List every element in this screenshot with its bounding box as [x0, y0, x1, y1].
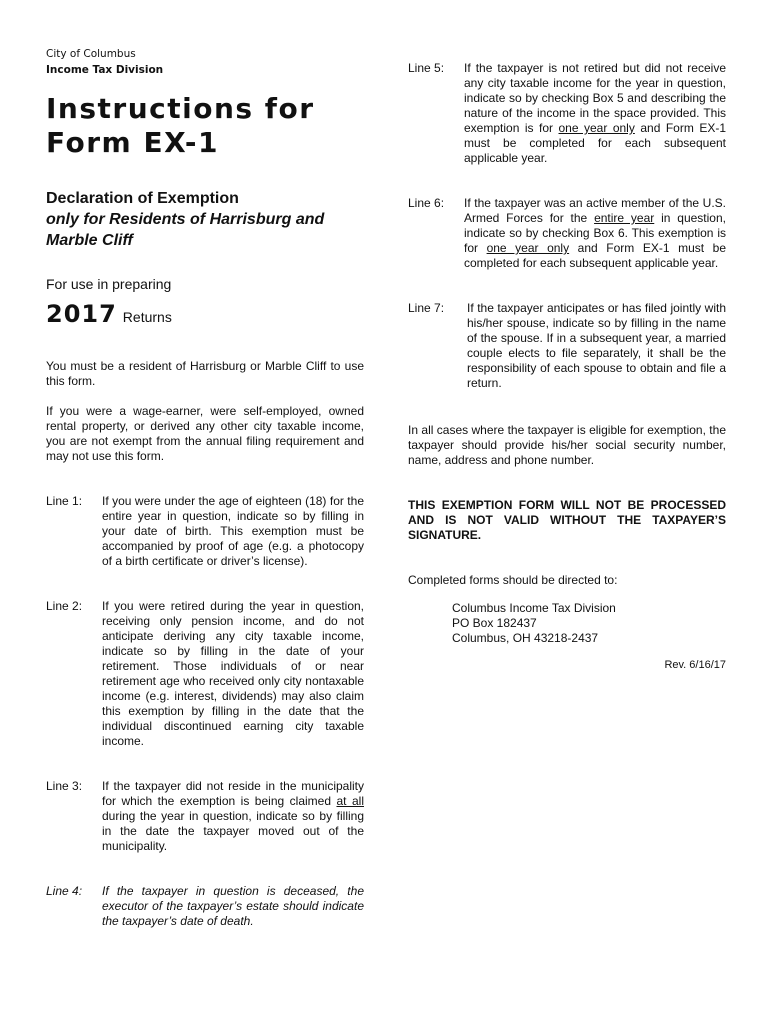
address-line-2: PO Box 182437 [452, 616, 537, 630]
line-text: If the taxpayer is not retired but did not receive any city taxable income for the year in question, indicate so by checking Box 5 and describing the nature of the income in the space provided. This exemption is for one year only and Form EX-1 must be completed for each subsequent applicable year. [464, 61, 727, 165]
page-title [46, 92, 364, 160]
intro-paragraph-1: You must be a resident of Harrisburg or Marble Cliff to use this form. [46, 359, 364, 388]
line-1-instruction [46, 494, 364, 569]
left-column [46, 46, 364, 929]
line-4-instruction [46, 884, 364, 929]
line-text: If the taxpayer in question is deceased, the executor of the taxpayer’s estate should indicate the taxpayer’s date of death. [102, 884, 364, 928]
line-text: If the taxpayer did not reside in the municipality for which the exemption is being claimed at all during the year in question, indicate so by filling in the date the taxpayer moved out of the municipality. [102, 779, 364, 853]
line-5-instruction [408, 61, 726, 166]
intro-paragraph-2: If you were a wage-earner, were self-employed, owned rental property, or derived any other city taxable income, you are not exempt from the annual filing requirement and may not use this form. [46, 404, 364, 463]
subtitle-line-1: Declaration of Exemption [46, 190, 239, 207]
title-line-2: Form EX-1 [46, 126, 219, 159]
year-row [46, 299, 364, 333]
right-column [408, 61, 726, 671]
all-cases-paragraph: In all cases where the taxpayer is eligible for exemption, the taxpayer should provide his/her social security number, name, address and phone number. [408, 423, 726, 467]
title-line-1: Instructions for [46, 92, 315, 125]
underlined-text: one year only [486, 241, 570, 255]
line-label: Line 6: [408, 196, 445, 210]
line-7-instruction [408, 301, 726, 391]
line-6-instruction [408, 196, 726, 271]
directed-to-label: Completed forms should be directed to: [408, 573, 618, 587]
line-label: Line 3: [46, 779, 83, 793]
underlined-text: entire year [594, 211, 655, 225]
line-3-instruction [46, 779, 364, 854]
line-label: Line 2: [46, 599, 83, 613]
subtitle [46, 188, 364, 251]
line-label: Line 4: [46, 884, 83, 898]
returns-label: Returns [122, 309, 172, 325]
line-text: If you were retired during the year in question, receiving only pension income, and do not anticipate deriving any city taxable income, indicate so by filling in the date of your retirement. Those individuals of or near retirement age who received only city nontaxable income (e.g. interest, dividends) may also claim this exemption by filling in the date that the individual discontinued earning city taxable income. [102, 599, 364, 748]
address-line-3: Columbus, OH 43218-2437 [452, 631, 599, 645]
line-text: If the taxpayer anticipates or has filed jointly with his/her spouse, indicate so by filling in the name of the spouse. If in a subsequent year, a married couple elects to file separately, it shall be the responsibility of each spouse to obtain and file a return. [467, 301, 726, 390]
subtitle-line-2: only for Residents of Harrisburg and Marble Cliff [46, 211, 325, 249]
line-label: Line 7: [408, 301, 445, 315]
tax-year: 2017 [46, 300, 117, 328]
address-line-1: Columbus Income Tax Division [452, 601, 616, 615]
revision-date: Rev. 6/16/17 [664, 659, 726, 671]
mailing-address [408, 601, 726, 646]
agency-header [46, 46, 364, 78]
city-name: City of Columbus [46, 48, 136, 60]
signature-warning: THIS EXEMPTION FORM WILL NOT BE PROCESSED AND IS NOT VALID WITHOUT THE TAXPAYER’S SIGNATURE. [408, 498, 726, 542]
line-text: If the taxpayer was an active member of the U.S. Armed Forces for the entire year in question, indicate so by checking Box 6. This exemption is for one year only and Form EX-1 must be completed for each subsequent applicable year. [464, 196, 727, 270]
line-text: If you were under the age of eighteen (18) for the entire year in question, indicate so by filling in your date of birth. This exemption must be accompanied by proof of age (e.g. a photocopy of a birth certificate or driver’s license). [102, 494, 364, 568]
underlined-text: at all [336, 794, 364, 808]
underlined-text: one year only [558, 121, 635, 135]
use-label: For use in preparing [46, 276, 172, 292]
line-2-instruction [46, 599, 364, 749]
division-name: Income Tax Division [46, 64, 164, 76]
line-label: Line 1: [46, 494, 83, 508]
line-label: Line 5: [408, 61, 445, 75]
